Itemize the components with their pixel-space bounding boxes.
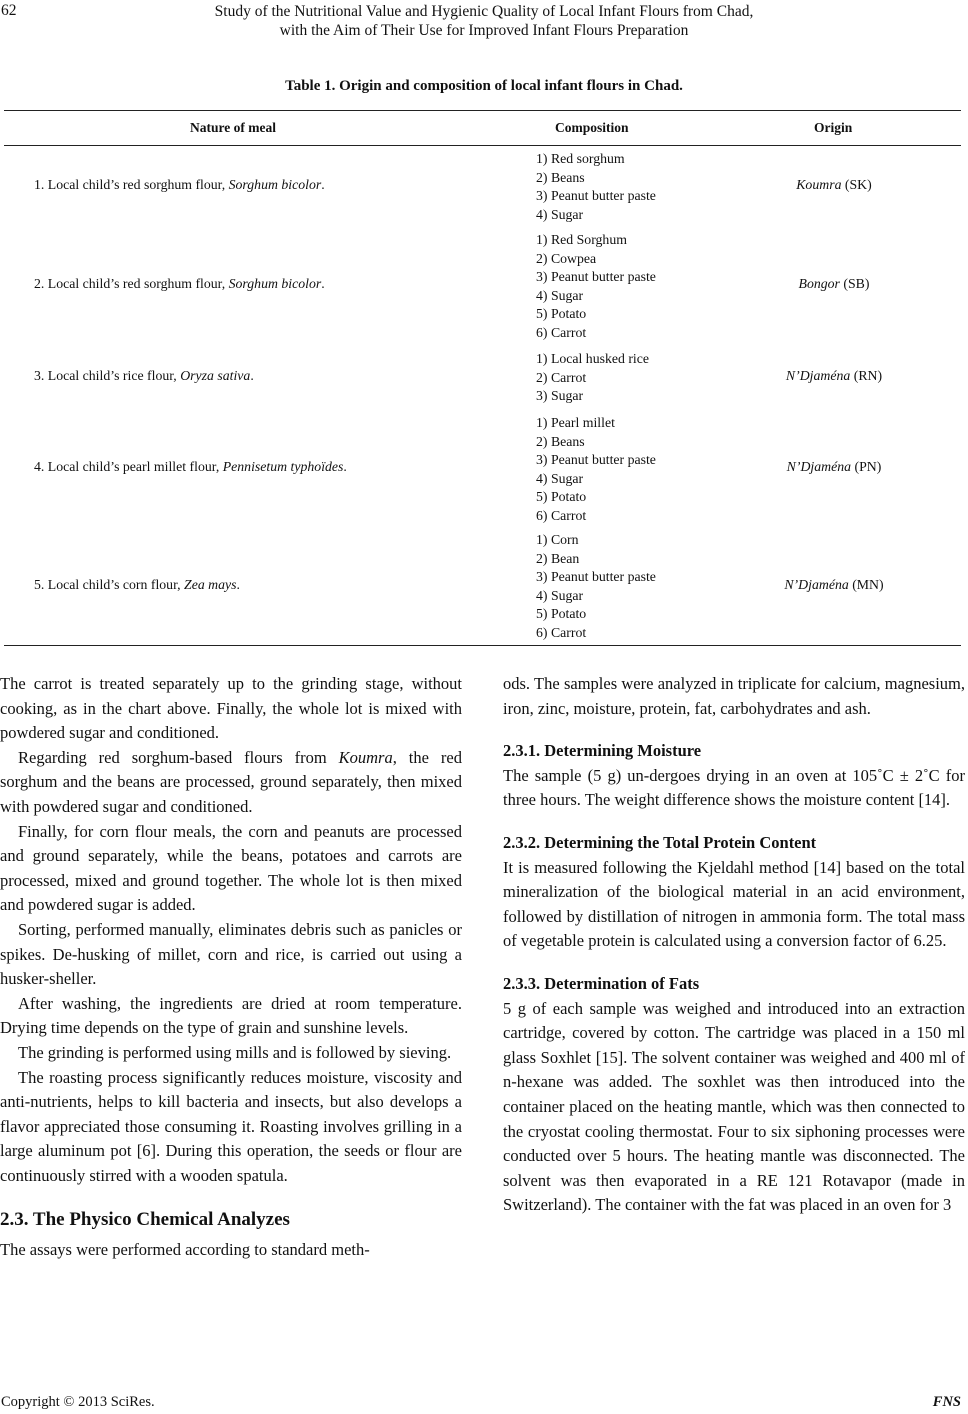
paragraph: The roasting process significantly reduces moisture, viscosity and anti-nutrients, helps to kill bacteria and insects, but also develops a flavor appreciated those consuming it. Roasting involves grilling in a large aluminum pot [6]. During this operation, the seeds or flour are continuously stirred with a wooden spatula. <box>0 1067 462 1185</box>
table-row <box>4 531 961 641</box>
left-column <box>0 672 462 1263</box>
table-row <box>4 350 961 406</box>
paragraph: The grinding is performed using mills and is followed by sieving. <box>18 1042 452 1062</box>
paragraph: The sample (5 g) un-dergoes drying in an oven at 105˚C ± 2˚C for three hours. The weight difference shows the moisture content [14]. <box>503 765 965 810</box>
page-number: 62 <box>1 2 17 19</box>
paragraph: After washing, the ingredients are dried at room temperature. Drying time depends on the type of grain and sunshine levels. <box>0 993 462 1038</box>
subsection-heading: 2.3.1. Determining Moisture <box>503 741 702 761</box>
row-composition: 1) Pearl millet 2) Beans 3) Peanut butter paste 4) Sugar 5) Potato 6) Carrot <box>536 415 656 523</box>
row-composition: 1) Corn 2) Bean 3) Peanut butter paste 4) Sugar 5) Potato 6) Carrot <box>536 532 656 640</box>
row-origin: Koumra (SK) <box>796 177 872 192</box>
table-header-rule <box>4 145 961 146</box>
running-head-line2: with the Aim of Their Use for Improved Infant Flours Preparation <box>279 22 689 39</box>
column-header-nature: Nature of meal <box>190 120 276 135</box>
paragraph: The assays were performed according to standard meth- <box>0 1240 370 1260</box>
row-composition: 1) Local husked rice 2) Carrot 3) Sugar <box>536 351 650 404</box>
table-top-rule <box>4 110 961 111</box>
row-nature: 5. Local child’s corn flour, Zea mays. <box>34 577 240 592</box>
paragraph: Sorting, performed manually, eliminates debris such as panicles or spikes. De-husking of millet, corn and rice, is carried out using a husker-sheller. <box>0 919 462 989</box>
paragraph: Regarding red sorghum-based flours from Koumra, the red sorghum and the beans are processed, ground separately, then mixed with powdered sugar and conditioned. <box>0 747 462 816</box>
row-origin: N’Djaména (RN) <box>785 368 883 383</box>
copyright: Copyright © 2013 SciRes. <box>1 1394 155 1410</box>
table-bottom-rule <box>4 645 961 646</box>
running-head-line1: Study of the Nutritional Value and Hygienic Quality of Local Infant Flours from Chad, <box>214 3 754 20</box>
paragraph: It is measured following the Kjeldahl method [14] based on the total mineralization of the biological material in an acid environment, followed by distillation of nitrogen in ammonia form. The total mass of vegetable protein is calculated using a conversion factor of 6.25. <box>503 857 965 951</box>
right-column <box>503 672 965 1218</box>
table-row <box>4 150 961 222</box>
section-heading: 2.3. The Physico Chemical Analyzes <box>0 1209 290 1231</box>
row-origin: N’Djaména (PN) <box>786 459 882 474</box>
paragraph: The carrot is treated separately up to the grinding stage, without cooking, as in the chart above. Finally, the whole lot is mixed with powdered sugar and conditioned. <box>0 674 462 743</box>
column-header-origin: Origin <box>814 120 853 135</box>
row-origin: N’Djaména (MN) <box>784 577 884 592</box>
row-nature: 4. Local child’s pearl millet flour, Pennisetum typhoïdes. <box>34 459 347 474</box>
row-composition: 1) Red sorghum 2) Beans 3) Peanut butter paste 4) Sugar <box>536 151 656 222</box>
row-origin: Bongor (SB) <box>798 276 870 291</box>
table-caption: Table 1. Origin and composition of local infant flours in Chad. <box>285 78 683 94</box>
table-row <box>4 231 961 341</box>
subsection-heading: 2.3.2. Determining the Total Protein Content <box>503 832 817 852</box>
row-nature: 2. Local child’s red sorghum flour, Sorghum bicolor. <box>34 276 325 291</box>
column-header-composition: Composition <box>555 120 629 135</box>
paragraph: Finally, for corn flour meals, the corn and peanuts are processed and ground separately, while the beans, potatoes and carrots are processed, mixed and ground together. The whole lot is then mixed and powdered sugar is added. <box>0 821 462 915</box>
running-head <box>0 2 968 40</box>
journal-abbreviation: FNS <box>932 1394 961 1410</box>
paragraph: 5 g of each sample was weighed and introduced into an extraction cartridge, covered by cotton. The cartridge was placed in a 150 ml glass Soxhlet [15]. The solvent container was weighed and 400 ml of n-hexane was added. The soxhlet was then introduced into the container placed on the heating mantle, which was then connected to the cryostat cooling thermostat. Four to six siphoning processes were conducted over 5 hours. The heating mantle was disconnected. The solvent was then evaporated in a RE 121 Rotavapor (made in Switzerland). The container with the fat was placed in an oven for 3 <box>503 998 965 1215</box>
table-row <box>4 414 961 524</box>
row-nature: 1. Local child’s red sorghum flour, Sorghum bicolor. <box>34 177 325 192</box>
row-nature: 3. Local child’s rice flour, Oryza sativa. <box>34 368 254 383</box>
paragraph: ods. The samples were analyzed in triplicate for calcium, magnesium, iron, zinc, moisture, protein, fat, carbohydrates and ash. <box>503 674 965 718</box>
row-composition: 1) Red Sorghum 2) Cowpea 3) Peanut butter paste 4) Sugar 5) Potato 6) Carrot <box>536 232 656 340</box>
subsection-heading: 2.3.3. Determination of Fats <box>503 973 700 993</box>
